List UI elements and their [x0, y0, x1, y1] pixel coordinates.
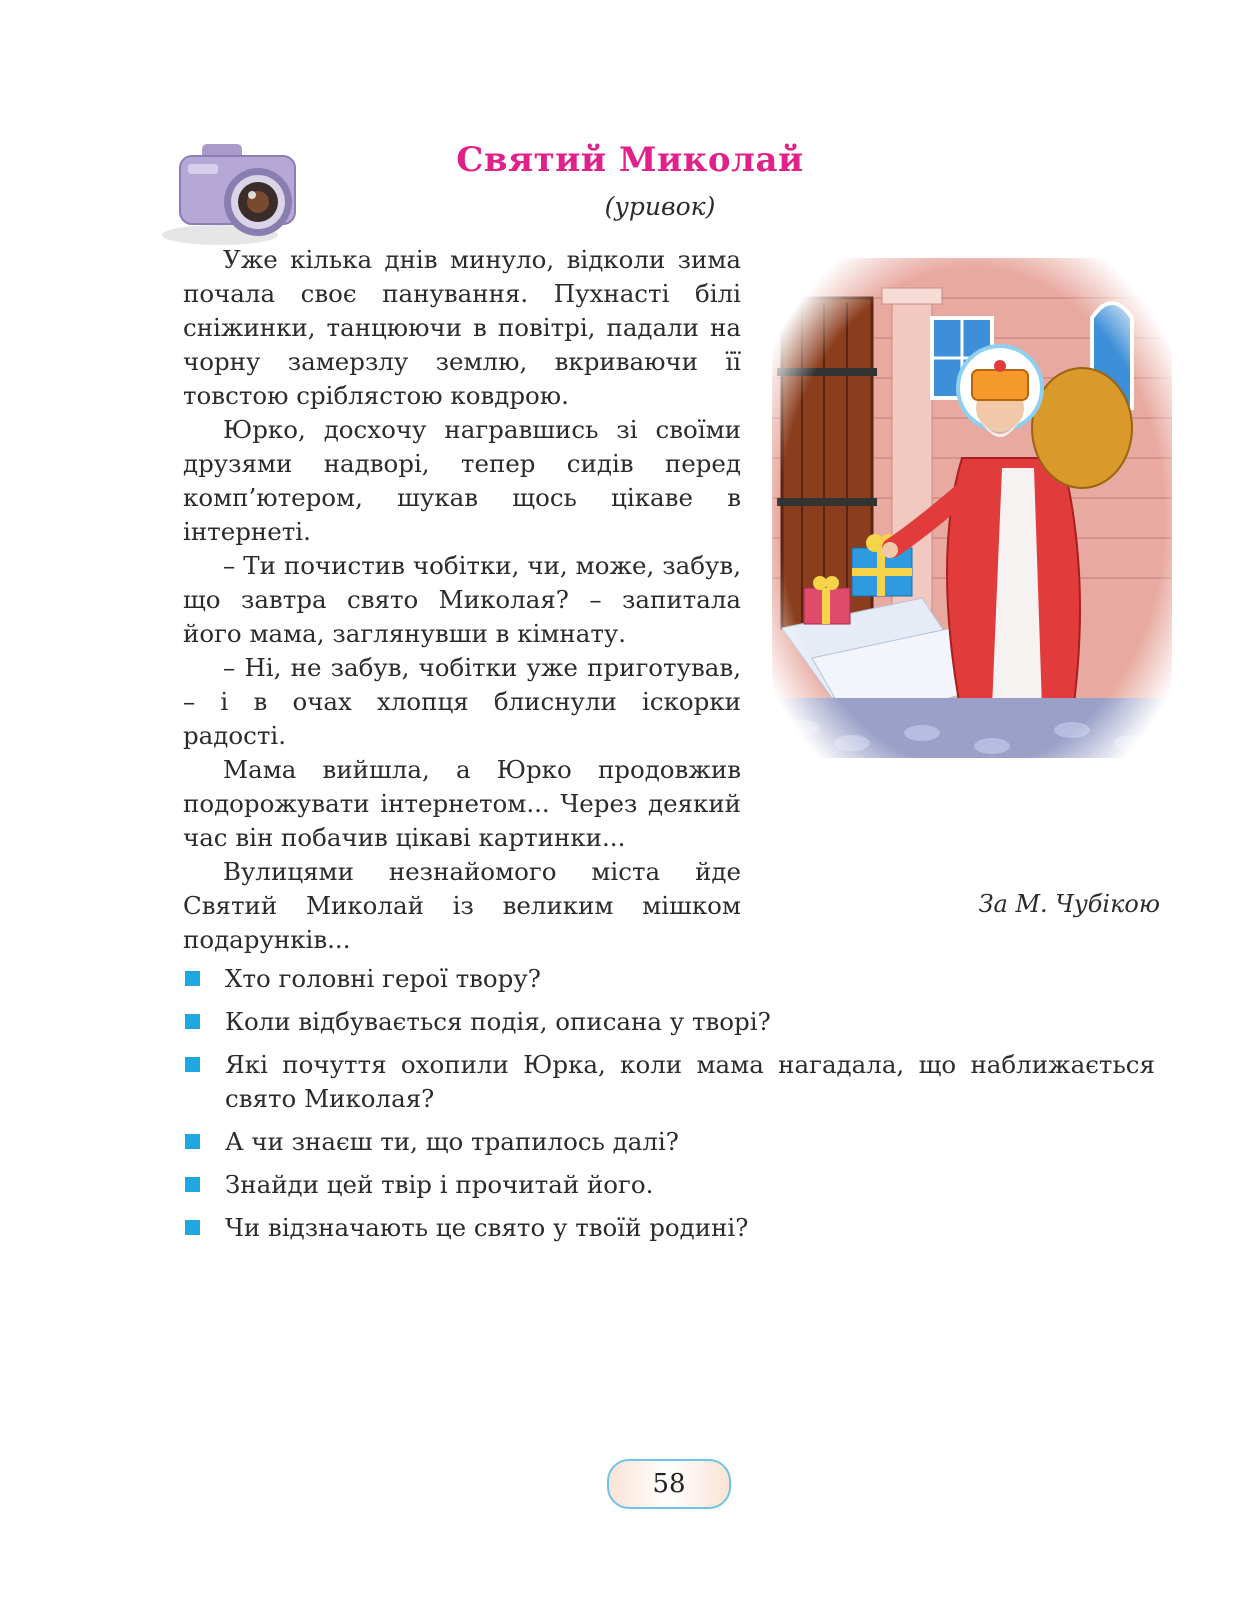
story-paragraph: Уже кілька днів минуло, відколи зима почала своє панування. Пухнасті білі сніжинки, танцюючи в повітрі, падали на чорну замерзлу землю, вкриваючи її товстою сріблястою ковдрою.	[183, 245, 741, 410]
questions-list	[185, 962, 1155, 1254]
question-item	[185, 1168, 1155, 1202]
camera-icon	[160, 140, 310, 250]
question-text: Чи відзначають це свято у твоїй родині?	[225, 1213, 749, 1242]
square-bullet-icon	[185, 1177, 200, 1192]
story-paragraph: – Ні, не забув, чобітки уже приготував, – і в очах хлопця блиснули іскорки радості.	[183, 653, 741, 750]
question-item	[185, 962, 1155, 996]
question-item	[185, 1125, 1155, 1159]
story-paragraph: – Ти почистив чобітки, чи, може, забув, що завтра свято Миколая? – запитала його мама, заглянувши в кімнату.	[183, 551, 741, 648]
question-text: Які почуття охопили Юрка, коли мама нагадала, що наближається свято Миколая?	[225, 1050, 1155, 1113]
square-bullet-icon	[185, 1057, 200, 1072]
story-paragraph: Юрко, досхочу награвшись зі своїми друзями надворі, тепер сидів перед комп’ютером, шукав щось цікаве в інтернеті.	[183, 415, 741, 546]
subtitle: (уривок)	[604, 192, 716, 221]
page-number: 58	[607, 1459, 731, 1509]
square-bullet-icon	[185, 1134, 200, 1149]
square-bullet-icon	[185, 1220, 200, 1235]
question-text: Знайди цей твір і прочитай його.	[225, 1170, 654, 1199]
saint-nicholas-illustration	[772, 258, 1172, 778]
square-bullet-icon	[185, 1014, 200, 1029]
question-text: А чи знаєш ти, що трапилось далі?	[225, 1127, 679, 1156]
question-text: Хто головні герої твору?	[225, 964, 541, 993]
square-bullet-icon	[185, 971, 200, 986]
page-title: Святий Миколай	[456, 140, 804, 180]
story-text	[183, 243, 741, 957]
question-item	[185, 1005, 1155, 1039]
question-item	[185, 1211, 1155, 1245]
story-paragraph: Мама вийшла, а Юрко продовжив подорожувати інтернетом... Через деякий час він побачив цікаві картинки...	[183, 755, 741, 852]
question-item	[185, 1048, 1155, 1116]
question-text: Коли відбувається подія, описана у творі?	[225, 1007, 771, 1036]
story-paragraph: Вулицями незнайомого міста йде Святий Миколай із великим мішком подарунків...	[183, 857, 741, 954]
author-credit: За М. Чубікою	[978, 890, 1160, 918]
